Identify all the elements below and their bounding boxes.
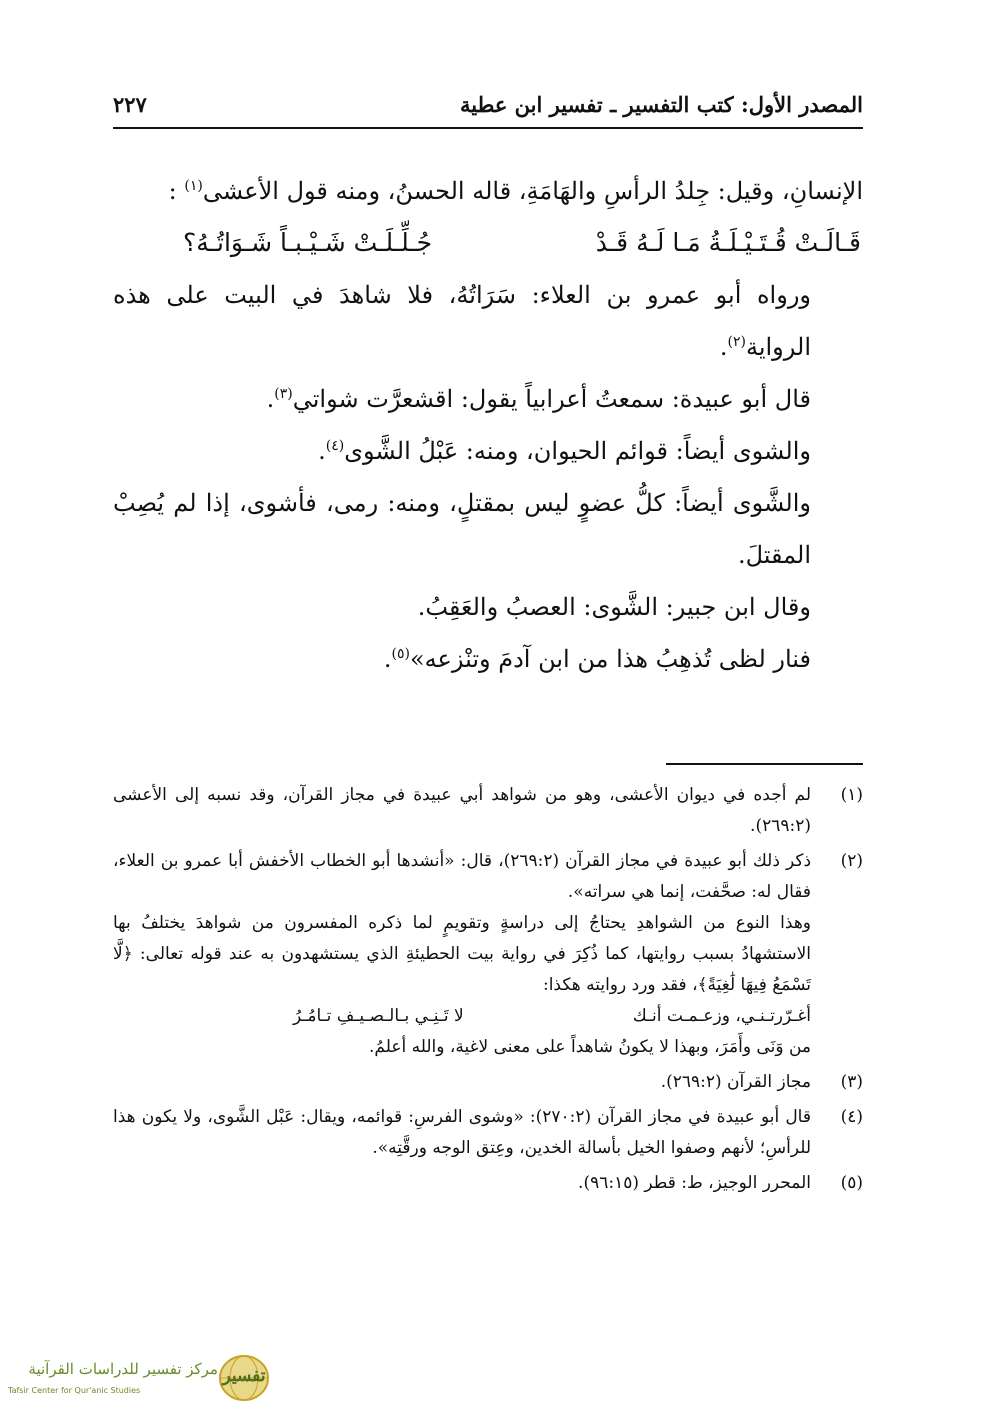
footnote-ref-5: (٥) — [391, 646, 410, 662]
footnote-ref-1: (١) — [184, 178, 203, 194]
footnote-4 — [113, 1102, 863, 1164]
footnote-text: قال أبو عبيدة في مجاز القرآن (٢٧٠:٢): «وشوى الفرسِ: قوائمه، ويقال: عَبْل الشَّوى، ولا يكون هذا للرأسِ؛ لأنهم وصفوا الخيل بأسالة الخدين، وعِتق الوجه ورقَّتِه». — [113, 1107, 811, 1158]
footnote-ref-2: (٢) — [727, 334, 746, 350]
tafsir-center-logo — [8, 1352, 268, 1408]
footnote-text: من وَنَى وأَمَرَ، وبهذا لا يكونُ شاهداً على معنى لاغية، والله أعلمُ. — [369, 1037, 811, 1057]
paragraph-2: ورواه أبو عمرو بن العلاء: سَرَاتُهُ، فلا شاهدَ في البيت على هذه الرواية$^{(٢)}$. — [113, 281, 811, 361]
paragraph-1: الإنسانِ، وقيل: جِلدُ الرأسِ والهَامَةِ، قاله الحسنُ، ومنه قول الأعشى$^{(١)}$ : — [168, 177, 863, 205]
page-number: ٢٢٧ — [113, 91, 147, 117]
logo-arabic-name: مركز تفسير للدراسات القرآنية — [28, 1360, 218, 1378]
paragraph-4: والشوى أيضاً: قوائم الحيوان، ومنه: عَبْلُ الشَّوى$^{(٤)}$. — [318, 437, 811, 465]
footnote-number: (٢) — [840, 851, 863, 871]
footnote-2 — [113, 846, 863, 1063]
verse-hemistich-2: جُـلِّـلَـتْ شَـيْـبـاً شَـوَاتُـهُ؟ — [183, 228, 433, 257]
paragraph-3: قال أبو عبيدة: سمعتُ أعرابياً يقول: اقشعرَّت شواتي$^{(٣)}$. — [266, 385, 811, 413]
paragraph-6: وقال ابن جبير: الشَّوى: العصبُ والعَقِبُ. — [417, 593, 811, 621]
footnote-number: (٣) — [840, 1072, 863, 1092]
footnote-rule — [666, 763, 863, 765]
paragraph-5: والشَّوى أيضاً: كلُّ عضوٍ ليس بمقتلٍ، ومنه: رمى، فأشوى، إذا لم يُصِبْ المقتلَ. — [113, 489, 811, 569]
footnote-number: (١) — [840, 785, 863, 805]
poetry-verse — [113, 217, 863, 269]
footnote-text: ذكر ذلك أبو عبيدة في مجاز القرآن (٢٦٩:٢)، قال: «أنشدها أبو الخطاب الأخفش أبا عمرو بن العلاء، فقال له: صحَّفت، إنما هي سراته». — [113, 851, 812, 902]
footnote-5 — [113, 1168, 863, 1199]
paragraph-7: فنار لظى تُذهِبُ هذا من ابن آدمَ وتنْزعه»$^{(٥)}$. — [383, 645, 811, 673]
page-header — [113, 84, 863, 124]
footnote-text: وهذا النوع من الشواهدِ يحتاجُ إلى دراسةٍ وتقويمٍ لما ذكره المفسرون من شواهدَ يختلفُ بها الاستشهادُ بسبب روايتها، كما ذُكِرَ في رواية بيت الحطيئةِ الذي يستشهدون به عند قوله تعالى: ﴿لَّا تَسْمَعُ فِيهَا لَٰغِيَةً﴾، فقد ورد روايته هكذا: — [113, 913, 811, 995]
footnote-number: (٥) — [840, 1173, 863, 1193]
footnote-number: (٤) — [840, 1107, 863, 1127]
footnote-ref-4: (٤) — [325, 438, 345, 454]
footnote-verse — [113, 1001, 811, 1032]
footnote-3 — [113, 1067, 863, 1098]
running-title: المصدر الأول: كتب التفسير ـ تفسير ابن عطية — [460, 91, 863, 117]
footnote-text: مجاز القرآن (٢٦٩:٢). — [660, 1072, 811, 1092]
logo-mark-word: تفسير — [222, 1366, 266, 1386]
verse-hemistich-2: لا تَـنِـي بـالـصـيـفِ تـامُـرُ — [293, 1006, 464, 1026]
footnote-text: لم أجده في ديوان الأعشى، وهو من شواهد أبي عبيدة في مجاز القرآن، وقد نسبه إلى الأعشى (٢٦٩:٢). — [113, 785, 811, 836]
footnote-1 — [113, 780, 863, 842]
header-rule — [113, 127, 863, 129]
footnote-ref-3: (٣) — [274, 386, 293, 402]
main-text — [113, 165, 863, 685]
footnote-text: المحرر الوجيز، ط: قطر (٩٦:١٥). — [578, 1173, 811, 1193]
logo-english-name: Tafsir Center for Qur'anic Studies — [8, 1386, 141, 1395]
footnotes — [113, 780, 863, 1203]
verse-hemistich-1: قَـالَـتْ قُـتَـيْـلَـةُ مَـا لَـهُ قَـدْ — [595, 228, 861, 257]
verse-hemistich-1: أغـرّرتـنـي، وزعـمـت أنـك — [632, 1006, 811, 1026]
